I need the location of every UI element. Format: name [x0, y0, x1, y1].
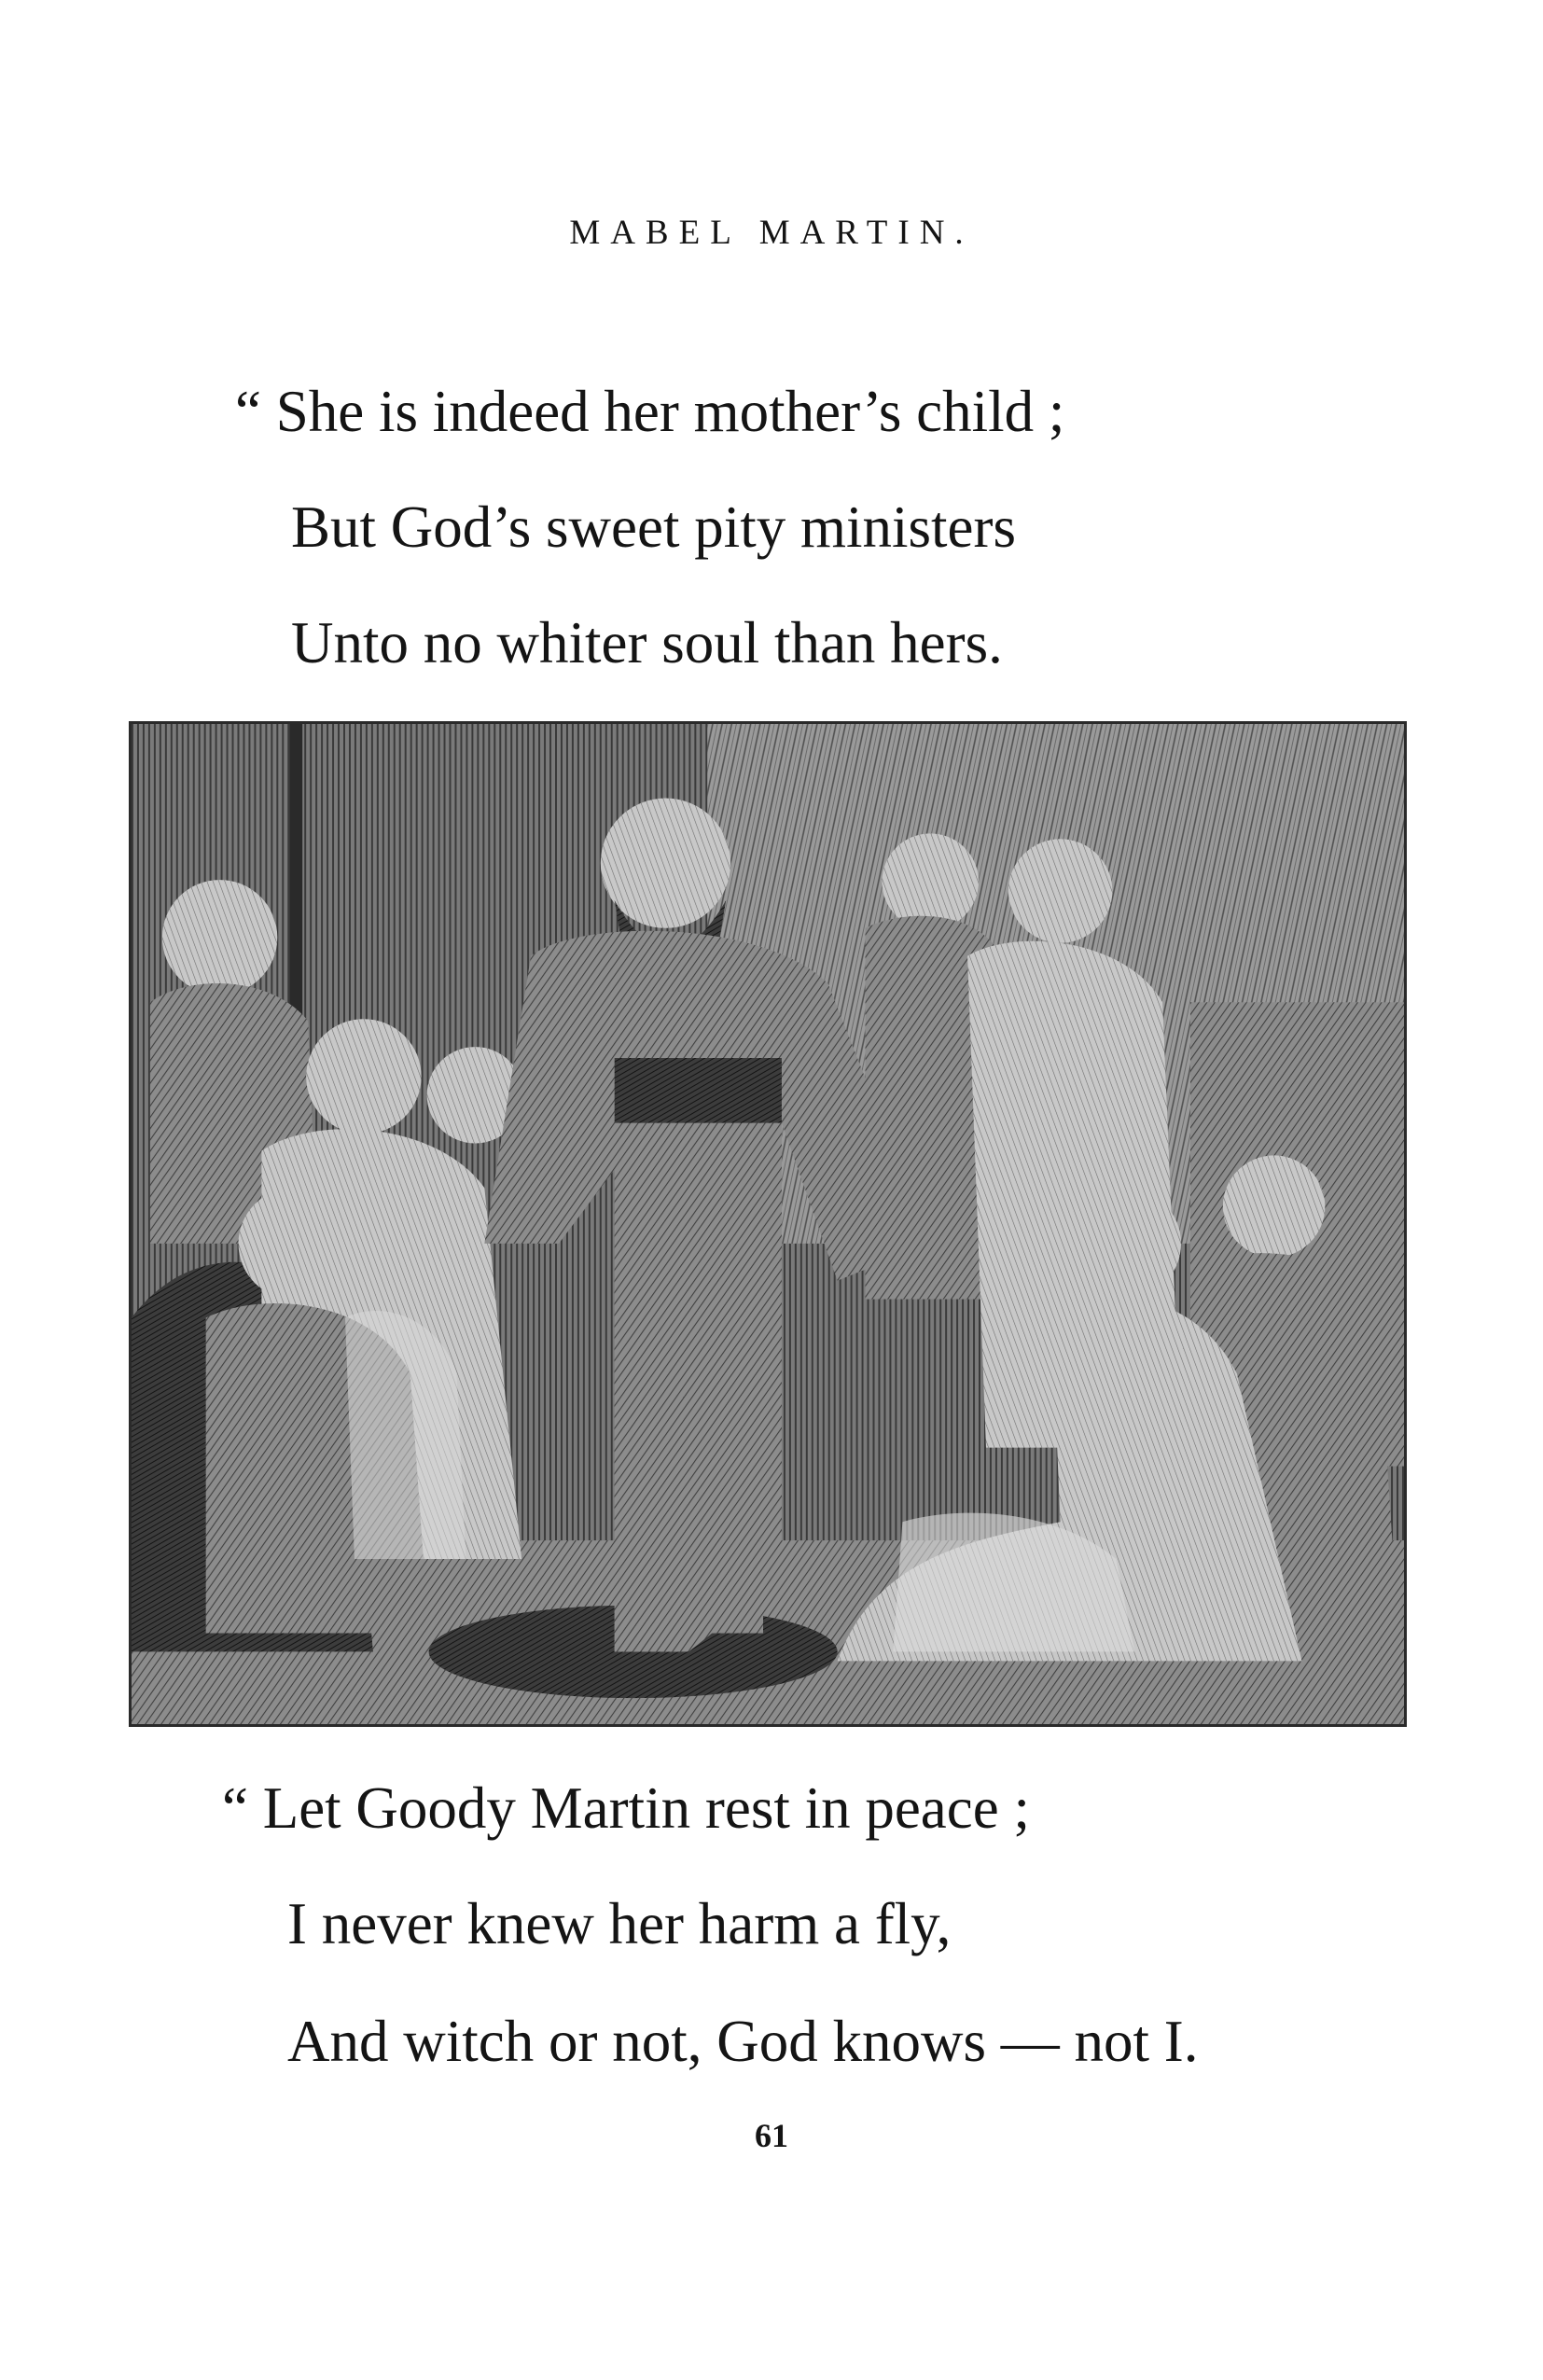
verse-line-4: “ Let Goody Martin rest in peace ;: [222, 1775, 1030, 1841]
verse-line-1: “ She is indeed her mother’s child ;: [235, 379, 1065, 444]
verse-line-6: And witch or not, God knows — not I.: [287, 2009, 1199, 2074]
verse-line-5: I never knew her harm a fly,: [287, 1891, 952, 1956]
verse-line-2: But God’s sweet pity ministers: [291, 494, 1016, 560]
engraved-illustration: [129, 721, 1407, 1727]
verse-line-3: Unto no whiter soul than hers.: [291, 610, 1003, 675]
page-number: 61: [755, 2117, 788, 2154]
engraved-scene-illustration-icon: [132, 724, 1404, 1724]
running-head: MABEL MARTIN.: [569, 214, 974, 252]
